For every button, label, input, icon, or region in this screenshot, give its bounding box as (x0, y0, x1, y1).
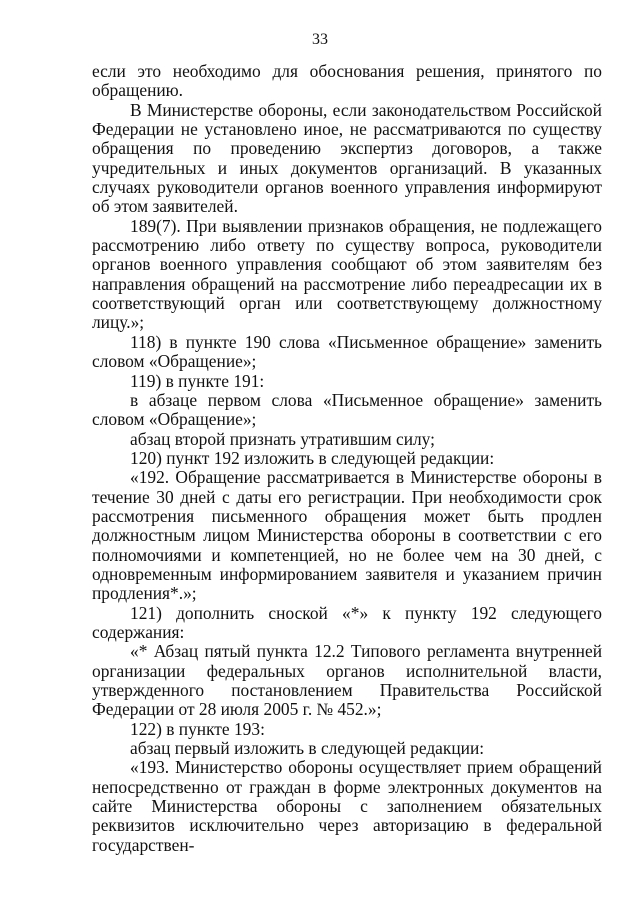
paragraph-9: «192. Обращение рассматривается в Министерстве обороны в течение 30 дней с даты его регистрации. При необходимости срок рассмотрения письменного обращения может быть продлен должностным лицом Министерства обороны в соответствии с его полномочиями и компетенцией, но не более чем на 30 дней, с одновременным информированием заявителя и указанием причин продления*.»; (92, 467, 602, 604)
paragraph-3: 189(7). При выявлении признаков обращения, не подлежащего рассмотрению либо ответу по существу вопроса, руководители органов военного управления сообщают об этом заявителям без направления обращений на рассмотрение либо переадресации их в соответствующий орган или соответствующему должностному лицу.»; (92, 215, 602, 333)
paragraph-7: абзац второй признать утратившим силу; (130, 428, 435, 449)
paragraph-11: «* Абзац пятый пункта 12.2 Типового регламента внутренней организации федеральных органов исполнительной власти, утвержденного постановлением Правительства Российской Федерации от 28 июля 2005 г. № 452.»; (92, 641, 602, 720)
paragraph-4: 118) в пункте 190 слова «Письменное обращение» заменить словом «Обращение»; (92, 331, 602, 372)
paragraph-5: 119) в пункте 191: (130, 370, 265, 391)
page-number: 33 (312, 31, 328, 48)
paragraph-13: абзац первый изложить в следующей редакции: (130, 738, 485, 759)
paragraph-8: 120) пункт 192 изложить в следующей редакции: (130, 447, 495, 468)
document-body (92, 62, 602, 855)
paragraph-12: 122) в пункте 193: (130, 718, 265, 739)
paragraph-2: В Министерстве обороны, если законодательством Российской Федерации не установлено иное, не рассматриваются по существу обращения по проведению экспертиз договоров, а также учредительных и иных документов организаций. В указанных случаях руководители органов военного управления информируют об этом заявителей. (92, 99, 602, 217)
paragraph-10: 121) дополнить сноской «*» к пункту 192 следующего содержания: (92, 602, 602, 642)
paragraph-14: «193. Министерство обороны осуществляет прием обращений непосредственно от граждан в форме электронных документов на сайте Министерства обороны с заполнением обязательных реквизитов исключительно через авторизацию в федеральной государствен- (92, 757, 602, 855)
paragraph-1: если это необходимо для обоснования решения, принятого по обращению. (92, 61, 602, 101)
paragraph-6: в абзаце первом слова «Письменное обращение» заменить словом «Обращение»; (92, 389, 602, 430)
